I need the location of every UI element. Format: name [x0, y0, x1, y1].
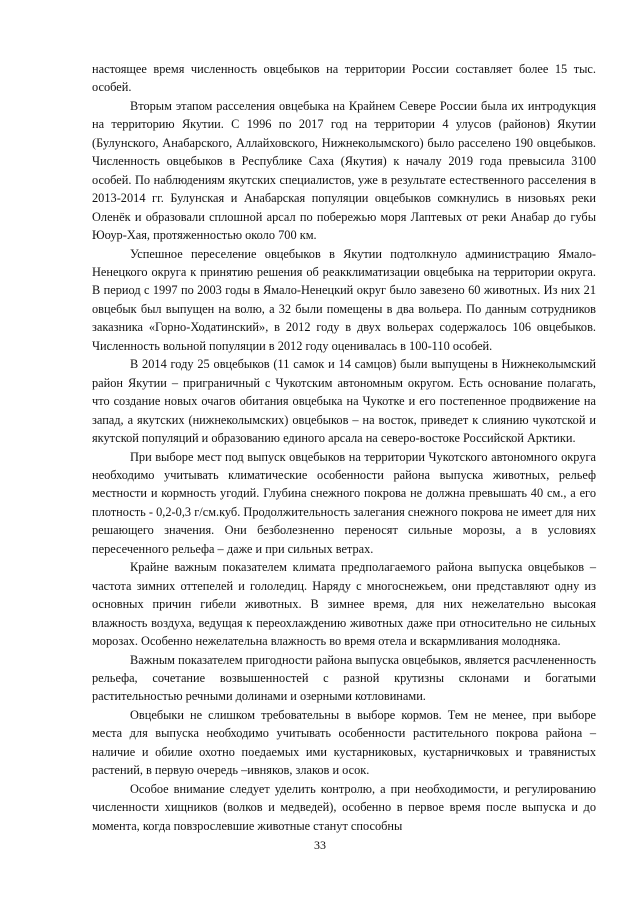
- paragraph: При выборе мест под выпуск овцебыков на территории Чукотского автономного округа необходимо учитывать климатические особенности района выпуска животных, рельеф местности и кормность угодий. Глубина снежного покрова не должна превышать 40 см., а его плотность - 0,2-0,3 г/см.куб. Продолжительность залегания снежного покрова не имеет для них решающего значения. Они безболезненно переносят сильные морозы, а в условиях пересеченного рельефа – даже и при сильных ветрах.: [92, 449, 596, 556]
- paragraph: настоящее время численность овцебыков на территории России составляет более 15 тыс. особей.: [92, 62, 596, 95]
- paragraph: Овцебыки не слишком требовательны в выборе кормов. Тем не менее, при выборе места для выпуска необходимо учитывать особенности растительного покрова района – наличие и обилие охотно поедаемых ими кустарниковых, кустарничковых и травянистых растений, в первую очередь –ивняков, злаков и осок.: [92, 707, 596, 778]
- body-text: [92, 60, 596, 835]
- paragraph: Крайне важным показателем климата предполагаемого района выпуска овцебыков – частота зимних оттепелей и гололедиц. Наряду с многоснежьем, они представляют одну из основных причин гибели животных. В зимнее время, для них нежелательно высокая влажность воздуха, ведущая к переохлаждению животных даже при относительно не сильных морозах. Особенно нежелательна влажность во время отела и вскармливания молодняка.: [92, 560, 596, 649]
- page-number: 33: [314, 838, 326, 852]
- paragraph: Особое внимание следует уделить контролю, а при необходимости, и регулированию численности хищников (волков и медведей), особенно в первое время после выпуска и до момента, когда повзрослевшие животные станут способны: [92, 781, 596, 833]
- paragraph: Успешное переселение овцебыков в Якутии подтолкнуло администрацию Ямало-Ненецкого округа к принятию решения об реакклиматизации овцебыка на территории округа. В период с 1997 по 2003 годы в Ямало-Ненецкий округ было завезено 60 животных. Из них 21 овцебык был выпущен на волю, а 32 были помещены в два вольера. По данным сотрудников заказника «Горно-Ходатинский», в 2012 году в двух вольерах содержалось 106 овцебыков. Численность вольной популяции в 2012 году оценивалась в 100-110 особей.: [92, 246, 596, 353]
- paragraph: Важным показателем пригодности района выпуска овцебыков, является расчлененность рельефа, сочетание возвышенностей с разной крутизны склонами и богатыми растительностью речными долинами и озерными котловинами.: [92, 652, 596, 704]
- paragraph: Вторым этапом расселения овцебыка на Крайнем Севере России была их интродукция на территорию Якутии. С 1996 по 2017 год на территории 4 улусов (районов) Якутии (Булунского, Анабарского, Аллайховского, Нижнеколымского) было расселено 190 овцебыков. Численность овцебыков в Республике Саха (Якутия) к началу 2019 года превысила 3100 особей. По наблюдениям якутских специалистов, уже в результате естественного расселения в 2013-2014 гг. Булунская и Анабарская популяции овцебыков сомкнулись в низовьях реки Оленёк и образовали сплошной арсал по побережью моря Лаптевых от реки Анабар до губы Юоур-Хая, протяженностью около 700 км.: [92, 98, 596, 243]
- paragraph: В 2014 году 25 овцебыков (11 самок и 14 самцов) были выпущены в Нижнеколымский район Якутии – приграничный с Чукотским автономным округом. Есть основание полагать, что создание новых очагов обитания овцебыка на Чукотке и его постепенное продвижение на запад, а якутских (нижнеколымских) овцебыков – на восток, приведет к слиянию чукотской и якутской популяций и образованию единого арсала на северо-востоке Российской Арктики.: [92, 357, 596, 446]
